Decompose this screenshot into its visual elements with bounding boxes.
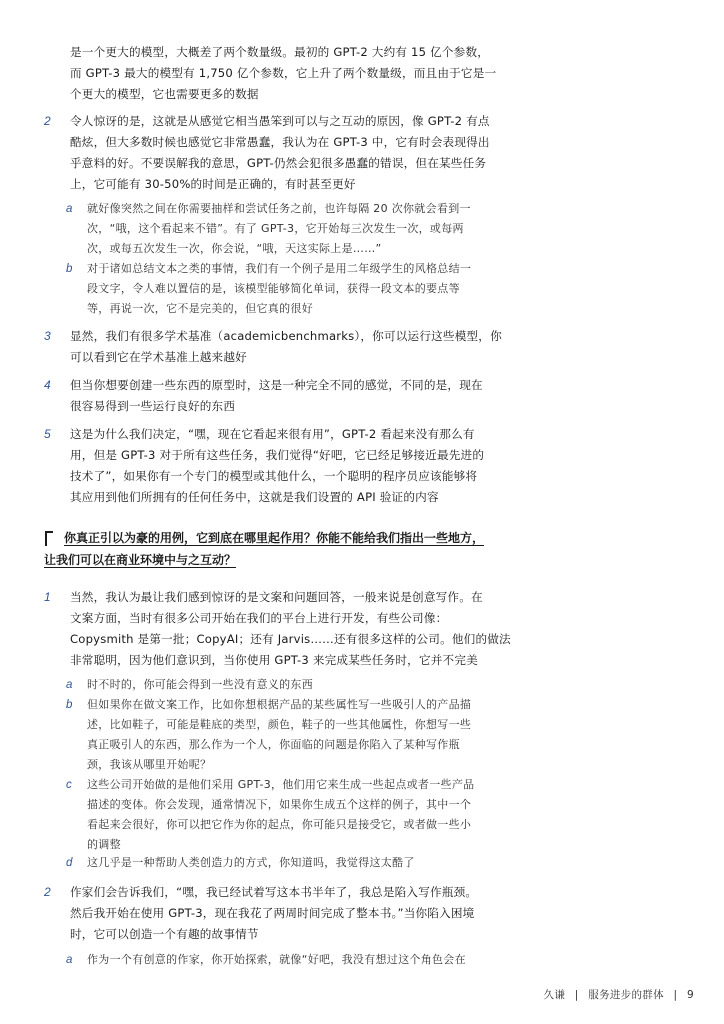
sub-item-letter: c <box>66 779 72 791</box>
sub-item-line: 但如果你在做文案工作，比如你想根据产品的某些属性写一些吸引人的产品描 <box>87 698 472 711</box>
list-item-line: 当然，我认为最让我们感到惊讶的是文案和问题回答，一般来说是创意写作。在 <box>70 590 483 604</box>
list-item-line: 然后我开始在使用 GPT-3，现在我花了两周时间完成了整本书。”当你陷入困境 <box>70 906 475 920</box>
list-item-line: 但当你想要创建一些东西的原型时，这是一种完全不同的感觉，不同的是，现在 <box>70 378 483 392</box>
sub-item-line: 这几乎是一种帮助人类创造力的方式，你知道吗，我觉得这太酷了 <box>87 856 415 869</box>
list-item-line: 这是为什么我们决定，“嘿，现在它看起来很有用”，GPT-2 看起来没有那么有 <box>70 427 475 441</box>
sub-item-letter: d <box>66 857 73 869</box>
sub-item-line: 述，比如鞋子，可能是鞋底的类型，颜色，鞋子的一些其他属性，你想写一些 <box>87 718 472 731</box>
sub-item-line: 看起来会很好，你可以把它作为你的起点，你可能只是接受它，或者做一些小 <box>87 818 472 831</box>
sub-item-line: 就好像突然之间在你需要抽样和尝试任务之前，也许每隔 20 次你就会看到一 <box>87 202 471 215</box>
sub-item-letter: a <box>66 954 73 966</box>
list-item-line: 乎意料的好。不要误解我的意思，GPT-仍然会犯很多愚蠢的错误，但在某些任务 <box>70 156 487 170</box>
paragraph-line: 而 GPT-3 最大的模型有 1,750 亿个参数，它上升了两个数量级，而且由于它是一 <box>70 66 497 80</box>
sub-item-line: 真正吸引人的东西，那么作为一个人，你面临的问题是你陷入了某种写作瓶 <box>87 738 460 751</box>
list-item-line: 令人惊讶的是，这就是从感觉它相当愚笨到可以与之互动的原因，像 GPT-2 有点 <box>70 114 490 128</box>
paragraph-line: 是一个更大的模型，大概差了两个数量级。最初的 GPT-2 大约有 15 亿个参数， <box>70 45 490 59</box>
list-item-number: 5 <box>44 427 51 441</box>
list-item-line: Copysmith 是第一批；CopyAI；还有 Jarvis……还有很多这样的公司。他们的做法 <box>70 632 511 646</box>
paragraph-line: 个更大的模型，它也需要更多的数据 <box>70 87 259 101</box>
sub-item-letter: a <box>66 679 73 691</box>
sub-item-line: 段文字，令人难以置信的是，该模型能够简化单词，获得一段文本的要点等 <box>87 282 460 295</box>
footer-separator: | <box>673 989 678 1001</box>
list-item-line: 文案方面，当时有很多公司开始在我们的平台上进行开发，有些公司像： <box>70 611 448 625</box>
list-item-number: 2 <box>44 114 51 128</box>
list-item-line: 可以看到它在学术基准上越来越好 <box>70 350 247 364</box>
sub-item-line: 描述的变体。你会发现，通常情况下，如果你生成五个这样的例子，其中一个 <box>87 798 472 811</box>
sub-item-line: 时不时的，你可能会得到一些没有意义的东西 <box>87 678 313 691</box>
sub-item-letter: b <box>66 699 73 711</box>
list-item-line: 时，它可以创造一个有趣的故事情节 <box>70 927 259 941</box>
sub-item-line: 这些公司开始做的是他们采用 GPT-3，他们用它来生成一些起点或者一些产品 <box>87 778 475 791</box>
list-item-line: 很容易得到一些运行良好的东西 <box>70 399 236 413</box>
question-marker-icon <box>45 531 53 546</box>
list-item-line: 作家们会告诉我们，“嘿，我已经试着写这本书半年了，我总是陷入写作瓶颈。 <box>70 885 478 899</box>
list-item-line: 用，但是 GPT-3 对于所有这些任务，我们觉得“好吧，它已经足够接近最先进的 <box>70 448 485 462</box>
sub-item-letter: b <box>66 263 73 275</box>
sub-item-line: 颈，我该从哪里开始呢？ <box>87 758 212 771</box>
page-number: 9 <box>687 989 694 1001</box>
sub-item-letter: a <box>66 203 73 215</box>
sub-item-line: 次，或每五次发生一次，你会说，“哦，天这实际上是……” <box>87 242 382 255</box>
footer-tagline: 服务进步的群体 <box>588 989 664 1001</box>
list-item-line: 显然，我们有很多学术基准（academicbenchmarks），你可以运行这些模型，你 <box>70 329 502 343</box>
list-item-line: 非常聪明，因为他们意识到，当你使用 GPT-3 来完成某些任务时，它并不完美 <box>70 653 478 667</box>
footer-company: 久谦 <box>543 989 566 1001</box>
page-footer <box>544 987 694 1002</box>
list-item-number: 3 <box>44 329 51 343</box>
sub-item-line: 等，再说一次，它不是完美的，但它真的很好 <box>87 302 313 315</box>
question-line: 让我们可以在商业环境中与之互动？ <box>44 553 237 567</box>
sub-item-line: 对于诸如总结文本之类的事情，我们有一个例子是用二年级学生的风格总结一 <box>87 262 472 275</box>
list-item-line: 技术了”，如果你有一个专门的模型或其他什么，一个聪明的程序员应该能够将 <box>70 469 478 483</box>
list-item-line: 其应用到他们所拥有的任何任务中，这就是我们设置的 API 验证的内容 <box>70 490 439 504</box>
list-item-line: 上，它可能有 30-50%的时间是正确的，有时甚至更好 <box>70 177 356 191</box>
sub-item-line: 作为一个有创意的作家，你开始探索，就像“好吧，我没有想过这个角色会在 <box>87 953 466 966</box>
list-item-line: 酷炫，但大多数时候也感觉它非常愚蠢，我认为在 GPT-3 中，它有时会表现得出 <box>70 135 490 149</box>
list-item-number: 2 <box>44 885 51 899</box>
question-line: 你真正引以为豪的用例，它到底在哪里起作用？你能不能给我们指出一些地方， <box>64 531 485 545</box>
list-item-number: 4 <box>44 378 51 392</box>
sub-item-line: 的调整 <box>87 838 121 851</box>
sub-item-line: 次，“哦，这个看起来不错”。有了 GPT-3，它开始每三次发生一次，或每两 <box>87 222 464 235</box>
footer-separator: | <box>574 989 579 1001</box>
list-item-number: 1 <box>44 590 51 604</box>
